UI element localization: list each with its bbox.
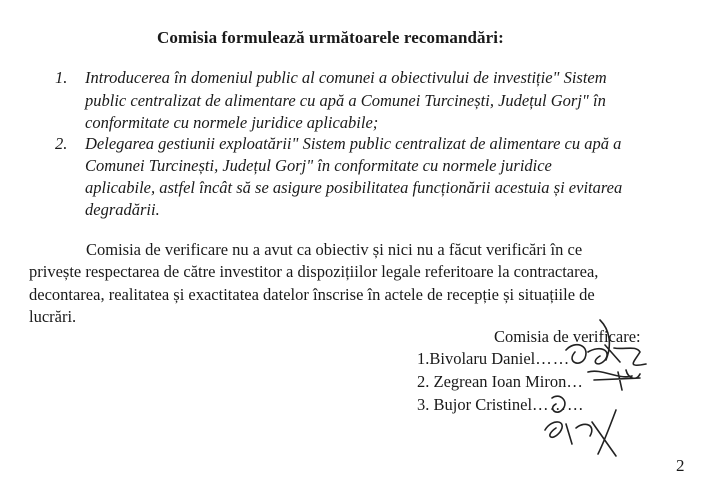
signature-dots: ………	[532, 395, 585, 414]
page-heading: Comisia formulează următoarele recomandări:	[157, 28, 504, 47]
signature-dots: ……	[535, 349, 571, 368]
recommendation-line: Delegarea gestiunii exploatării" Sistem public centralizat de alimentare cu apă a	[85, 134, 622, 153]
recommendation-line: aplicabile, astfel încât să se asigure posibilitatea funcționării acestuia și evitarea	[85, 178, 623, 197]
member-name: 3. Bujor Cristinel	[417, 395, 533, 414]
recommendation-line: degradării.	[85, 200, 160, 219]
paragraph-line: lucrări.	[29, 307, 77, 326]
recommendation-line: Comunei Turcinești, Județul Gorj" în conformitate cu normele juridice	[85, 156, 552, 175]
recommendation-line: public centralizat de alimentare cu apă a Comunei Turcinești, Județul Gorj" în	[85, 91, 606, 110]
commission-title: Comisia de verificare:	[494, 327, 641, 346]
paragraph-line: decontarea, realitatea și exactitatea datelor înscrise în actele de recepție și situațiile de	[29, 285, 595, 304]
recommendation-number: 2.	[55, 134, 68, 153]
recommendation-number: 1.	[55, 68, 68, 87]
paragraph-line: Comisia de verificare nu a avut ca obiectiv și nici nu a făcut verificări în ce	[86, 240, 583, 259]
recommendation-line: conformitate cu normele juridice aplicabile;	[85, 113, 379, 132]
member-name: 2. Zegrean Ioan Miron	[417, 372, 567, 391]
signature-dots: …	[566, 372, 584, 391]
recommendation-line: Introducerea în domeniul public al comunei a obiectivului de investiție" Sistem	[85, 68, 607, 87]
paragraph-line: privește respectarea de către investitor a dispozițiilor legale referitoare la contractarea,	[29, 262, 599, 281]
member-name: 1.Bivolaru Daniel	[417, 349, 536, 368]
page-number: 2	[676, 456, 685, 475]
